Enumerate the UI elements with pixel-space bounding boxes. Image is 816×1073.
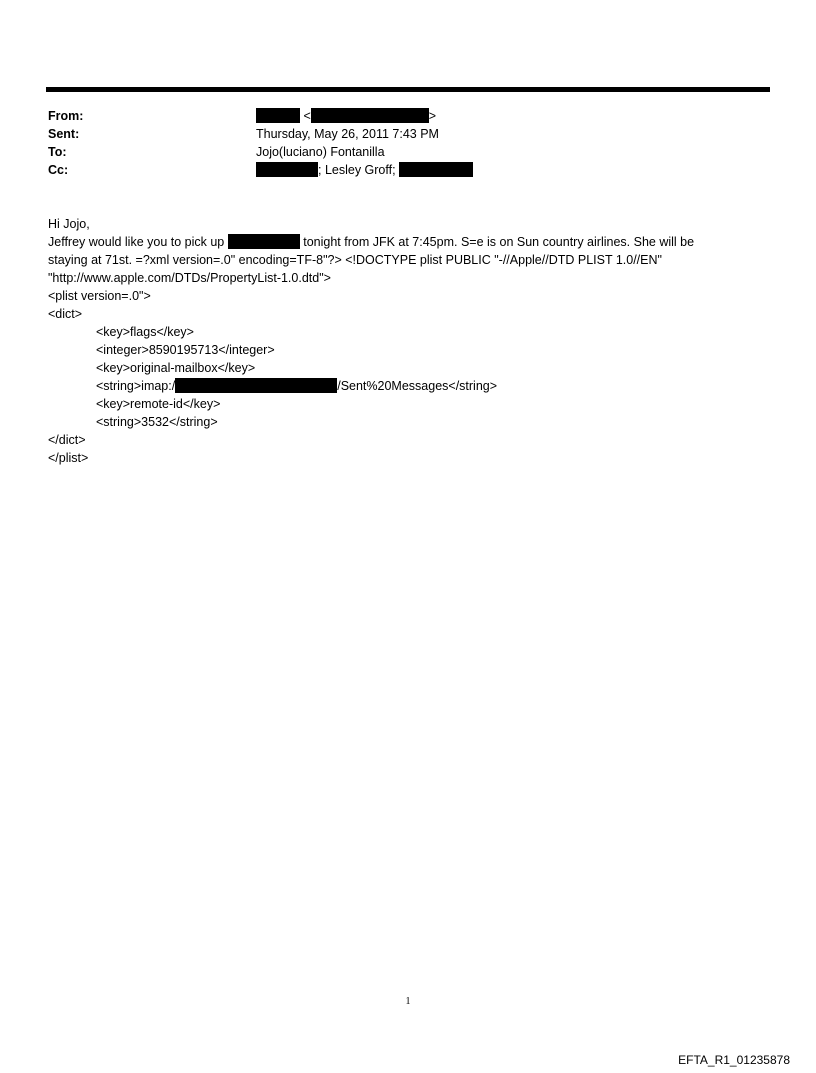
sent-label: Sent: (48, 127, 80, 141)
body-line: staying at 71st. =?xml version=.0" encoding=TF-8"?> <!DOCTYPE plist PUBLIC "-//Apple//DTD PLIST 1.0//EN" (48, 253, 662, 267)
body-line-part: tonight from JFK at 7:45pm. S=e is on Sun country airlines. She will be (303, 235, 695, 249)
body-line: <string>3532</string> (96, 415, 218, 429)
body-line: <key>flags</key> (96, 325, 194, 339)
body-line: <key>remote-id</key> (96, 397, 221, 411)
redaction-block (399, 162, 473, 177)
to-label: To: (48, 145, 67, 159)
redaction-block (228, 234, 300, 249)
from-label: From: (48, 109, 84, 123)
body-line-part: <string>imap:/ (96, 379, 176, 393)
body-line-part: /Sent%20Messages</string> (337, 379, 498, 393)
body-line: </plist> (48, 451, 89, 465)
redaction-block (175, 378, 337, 393)
body-line (48, 233, 768, 251)
body-line: </dict> (48, 433, 86, 447)
header-divider (46, 87, 770, 92)
from-value (256, 107, 436, 125)
redaction-block (256, 162, 318, 177)
cc-label: Cc: (48, 163, 69, 177)
cc-recipients: ; Lesley Groff; (318, 163, 396, 177)
body-line: <dict> (48, 307, 83, 321)
bates-number: EFTA_R1_01235878 (678, 1053, 790, 1067)
body-line: <key>original-mailbox</key> (96, 361, 256, 375)
sent-value: Thursday, May 26, 2011 7:43 PM (256, 127, 439, 141)
to-value: Jojo(luciano) Fontanilla (256, 145, 385, 159)
body-line-part: Jeffrey would like you to pick up (48, 235, 225, 249)
email-body (48, 215, 768, 467)
body-line: <plist version=.0"> (48, 289, 151, 303)
body-line: "http://www.apple.com/DTDs/PropertyList-1.0.dtd"> (48, 271, 331, 285)
from-bracket-open: < (303, 109, 311, 123)
redaction-block (256, 108, 300, 123)
body-line (48, 377, 768, 395)
redaction-block (311, 108, 429, 123)
from-bracket-close: > (428, 109, 437, 123)
greeting: Hi Jojo, (48, 217, 90, 231)
page-number: 1 (405, 996, 411, 1007)
cc-value (256, 161, 473, 179)
body-line: <integer>8590195713</integer> (96, 343, 275, 357)
